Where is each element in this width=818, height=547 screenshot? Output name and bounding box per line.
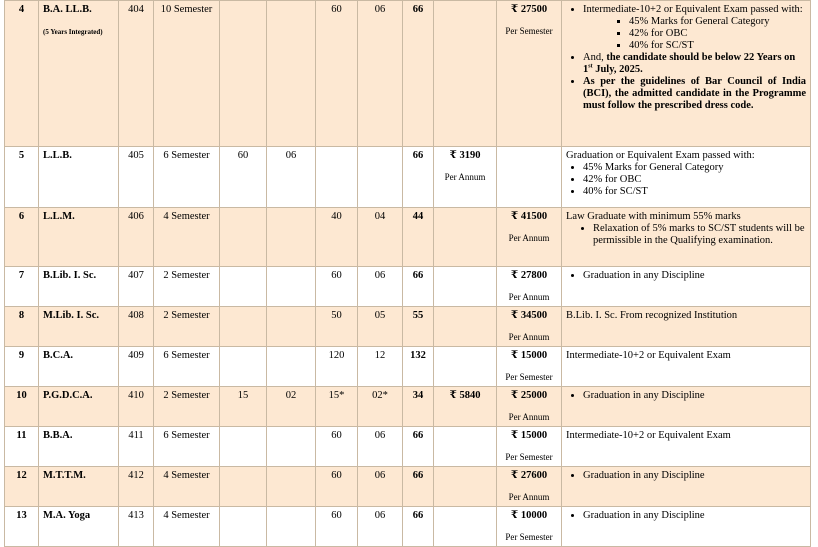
total-seats: 66 [403, 507, 434, 547]
programme-name: L.L.B. [39, 147, 119, 208]
programme-code: 412 [119, 467, 154, 507]
fee-annual: ₹ 3190 Per Annum [434, 147, 497, 208]
fee-annual [434, 507, 497, 547]
serial-number: 7 [5, 267, 39, 307]
table-row [5, 387, 811, 427]
table-row [5, 467, 811, 507]
total-seats: 66 [403, 467, 434, 507]
serial-number: 12 [5, 467, 39, 507]
eligibility-cell [562, 467, 811, 507]
programme-code: 408 [119, 307, 154, 347]
fee-self-finance [497, 147, 562, 208]
seats-col-3: 120 [316, 347, 358, 387]
programme-duration: 6 Semester [154, 147, 220, 208]
programme-code: 411 [119, 427, 154, 467]
total-seats: 66 [403, 147, 434, 208]
eligibility-cell [562, 1, 811, 147]
serial-number: 13 [5, 507, 39, 547]
table-row [5, 1, 811, 147]
programme-name: M.A. Yoga [39, 507, 119, 547]
eligibility-intro: Law Graduate with minimum 55% marks [566, 211, 741, 222]
programme-name: M.Lib. I. Sc. [39, 307, 119, 347]
seats-col-1 [220, 507, 267, 547]
seats-col-2: 06 [267, 147, 316, 208]
fee-annual: ₹ 5840 [434, 387, 497, 427]
total-seats: 44 [403, 208, 434, 267]
fee-self-finance: ₹ 25000 Per Annum [497, 387, 562, 427]
seats-col-4: 06 [358, 467, 403, 507]
serial-number: 8 [5, 307, 39, 347]
table-row [5, 147, 811, 208]
eligibility-item: • 42% for OBC [583, 174, 806, 186]
seats-col-1: 60 [220, 147, 267, 208]
eligibility-item: • Graduation in any Discipline [583, 270, 806, 282]
serial-number: 4 [5, 1, 39, 147]
seats-col-2 [267, 427, 316, 467]
fee-annual [434, 1, 497, 147]
programme-code: 407 [119, 267, 154, 307]
programme-duration: 2 Semester [154, 387, 220, 427]
seats-col-3: 60 [316, 427, 358, 467]
seats-col-4: 06 [358, 1, 403, 147]
seats-col-1 [220, 307, 267, 347]
seats-col-2 [267, 347, 316, 387]
eligibility-item: • Graduation in any Discipline [583, 470, 806, 482]
seats-col-3 [316, 147, 358, 208]
serial-number: 10 [5, 387, 39, 427]
programme-name-cell [39, 1, 119, 147]
programme-duration: 2 Semester [154, 307, 220, 347]
programme-duration: 2 Semester [154, 267, 220, 307]
seats-col-4: 05 [358, 307, 403, 347]
fee-annual [434, 347, 497, 387]
seats-col-3: 60 [316, 1, 358, 147]
seats-col-4: 06 [358, 267, 403, 307]
eligibility-cell: Intermediate-10+2 or Equivalent Exam [562, 427, 811, 467]
fee-self-finance: ₹ 27600 Per Annum [497, 467, 562, 507]
seats-col-4: 12 [358, 347, 403, 387]
eligibility-item: • Graduation in any Discipline [583, 510, 806, 522]
eligibility-cell [562, 147, 811, 208]
fee-annual [434, 267, 497, 307]
seats-col-4: 06 [358, 427, 403, 467]
seats-col-3: 40 [316, 208, 358, 267]
seats-col-1: 15 [220, 387, 267, 427]
programme-name: B.Lib. I. Sc. [39, 267, 119, 307]
seats-col-2: 02 [267, 387, 316, 427]
fee-self-finance: ₹ 34500 Per Annum [497, 307, 562, 347]
programme-name: L.L.M. [39, 208, 119, 267]
seats-col-4: 04 [358, 208, 403, 267]
seats-col-2 [267, 208, 316, 267]
programme-duration: 4 Semester [154, 507, 220, 547]
total-seats: 66 [403, 1, 434, 147]
programme-code: 409 [119, 347, 154, 387]
programme-duration: 4 Semester [154, 467, 220, 507]
serial-number: 6 [5, 208, 39, 267]
eligibility-item: • Intermediate-10+2 or Equivalent Exam passed with: ▪ 45% Marks for General Category ▪ 42% for OBC ▪ 40% for SC/ST [583, 4, 806, 52]
seats-col-3: 50 [316, 307, 358, 347]
eligibility-item: • Graduation in any Discipline [583, 390, 806, 402]
eligibility-item: • As per the guidelines of Bar Council of India (BCI), the admitted candidate in the Programme must follow the prescribed dress code. [583, 76, 806, 112]
seats-col-3: 15* [316, 387, 358, 427]
seats-col-4: 06 [358, 507, 403, 547]
fee-annual [434, 208, 497, 267]
programme-code: 404 [119, 1, 154, 147]
seats-col-3: 60 [316, 507, 358, 547]
fee-annual [434, 307, 497, 347]
eligibility-cell [562, 507, 811, 547]
seats-col-1 [220, 1, 267, 147]
eligibility-cell [562, 208, 811, 267]
eligibility-item: • And, the candidate should be below 22 Years on 1st July, 2025. [583, 52, 806, 76]
eligibility-item: • 40% for SC/ST [583, 186, 806, 198]
table-row [5, 347, 811, 387]
table-row [5, 307, 811, 347]
serial-number: 9 [5, 347, 39, 387]
programme-duration: 6 Semester [154, 427, 220, 467]
fee-self-finance: ₹ 15000 Per Semester [497, 347, 562, 387]
eligibility-cell: B.Lib. I. Sc. From recognized Institution [562, 307, 811, 347]
programme-duration: 10 Semester [154, 1, 220, 147]
table-row [5, 427, 811, 467]
seats-col-1 [220, 267, 267, 307]
eligibility-item: • Relaxation of 5% marks to SC/ST students will be permissible in the Qualifying examination. [593, 223, 806, 247]
fee-self-finance: ₹ 27500 Per Semester [497, 1, 562, 147]
table-row [5, 507, 811, 547]
eligibility-intro: Graduation or Equivalent Exam passed with: [566, 150, 755, 161]
eligibility-subitem: ▪ 42% for OBC [629, 28, 806, 40]
fee-self-finance: ₹ 10000 Per Semester [497, 507, 562, 547]
seats-col-1 [220, 208, 267, 267]
programme-duration: 6 Semester [154, 347, 220, 387]
eligibility-cell [562, 267, 811, 307]
eligibility-cell: Intermediate-10+2 or Equivalent Exam [562, 347, 811, 387]
programme-name: B.A. LL.B. [43, 4, 92, 15]
programme-duration: 4 Semester [154, 208, 220, 267]
serial-number: 5 [5, 147, 39, 208]
seats-col-1 [220, 347, 267, 387]
programme-name: B.B.A. [39, 427, 119, 467]
programme-name: M.T.T.M. [39, 467, 119, 507]
seats-col-2 [267, 467, 316, 507]
programme-table [4, 0, 811, 547]
seats-col-4 [358, 147, 403, 208]
table-row [5, 208, 811, 267]
programme-code: 406 [119, 208, 154, 267]
seats-col-1 [220, 467, 267, 507]
fee-self-finance: ₹ 41500 Per Annum [497, 208, 562, 267]
seats-col-2 [267, 267, 316, 307]
seats-col-4: 02* [358, 387, 403, 427]
seats-col-1 [220, 427, 267, 467]
eligibility-subitem: ▪ 45% Marks for General Category [629, 16, 806, 28]
seats-col-2 [267, 1, 316, 147]
programme-code: 413 [119, 507, 154, 547]
total-seats: 132 [403, 347, 434, 387]
eligibility-item: • 45% Marks for General Category [583, 162, 806, 174]
fee-annual [434, 427, 497, 467]
fee-self-finance: ₹ 27800 Per Annum [497, 267, 562, 307]
programme-name: P.G.D.C.A. [39, 387, 119, 427]
eligibility-cell [562, 387, 811, 427]
programme-code: 405 [119, 147, 154, 208]
serial-number: 11 [5, 427, 39, 467]
programme-code: 410 [119, 387, 154, 427]
seats-col-2 [267, 507, 316, 547]
programme-subtitle: (5 Years Integrated) [43, 28, 103, 36]
fee-self-finance: ₹ 15000 Per Semester [497, 427, 562, 467]
programme-name: B.C.A. [39, 347, 119, 387]
seats-col-3: 60 [316, 467, 358, 507]
seats-col-2 [267, 307, 316, 347]
total-seats: 34 [403, 387, 434, 427]
seats-col-3: 60 [316, 267, 358, 307]
total-seats: 66 [403, 267, 434, 307]
total-seats: 66 [403, 427, 434, 467]
fee-annual [434, 467, 497, 507]
eligibility-subitem: ▪ 40% for SC/ST [629, 40, 806, 52]
table-row [5, 267, 811, 307]
total-seats: 55 [403, 307, 434, 347]
